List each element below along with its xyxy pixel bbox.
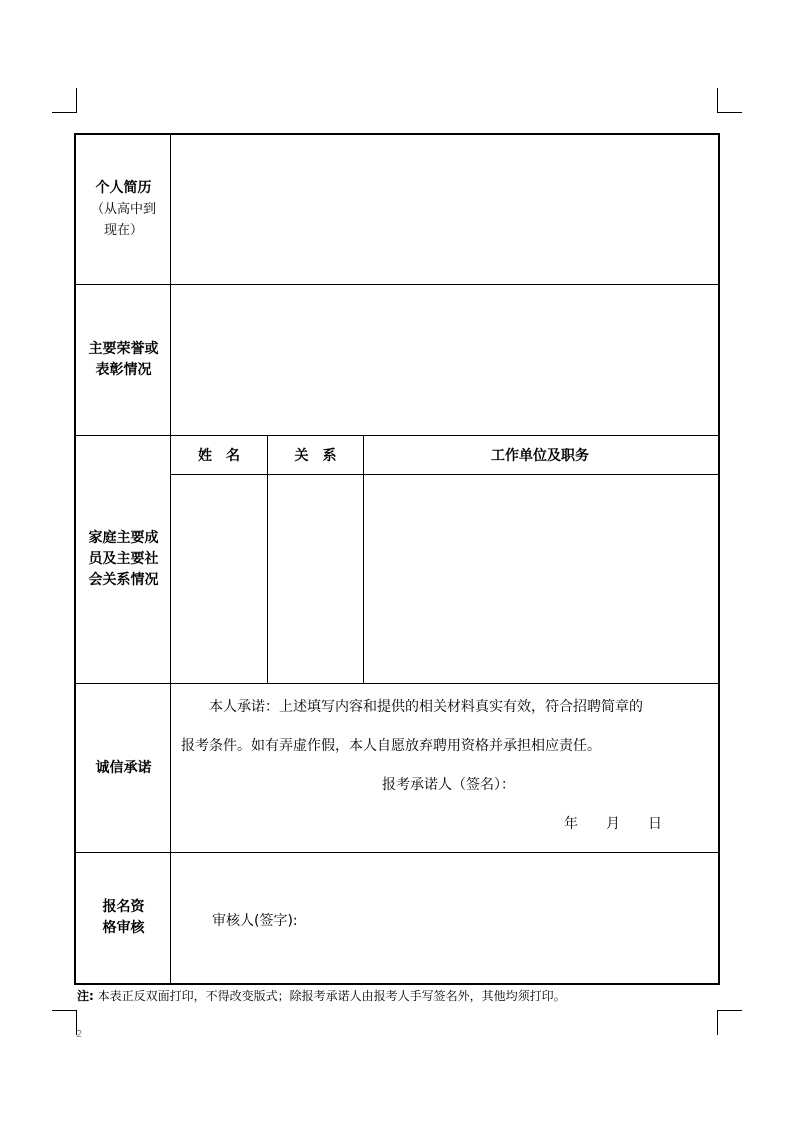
honors-title-line-1: 主要荣誉或: [88, 341, 159, 357]
crop-mark-top-right: [717, 88, 742, 113]
resume-content-field[interactable]: [171, 135, 716, 284]
family-title-line-2: 员及主要社: [88, 551, 159, 567]
review-label: [76, 853, 171, 983]
honors-label: [76, 285, 171, 435]
integrity-promise-line-1: 本人承诺：上述填写内容和提供的相关材料真实有效，符合招聘简章的: [209, 699, 643, 715]
integrity-promise-line-2: 报考条件。如有弄虚作假，本人自愿放弃聘用资格并承担相应责任。: [181, 738, 601, 754]
family-workplace-field[interactable]: [364, 475, 716, 683]
resume-subtitle-line-2: 现在）: [103, 223, 143, 238]
crop-mark-bottom-right: [717, 1010, 742, 1035]
integrity-date: 年 月 日: [564, 816, 662, 832]
reviewer-signature-label: 审核人(签字):: [212, 913, 298, 929]
family-column-relation-header: 关 系: [294, 447, 337, 464]
family-name-field[interactable]: [171, 475, 267, 683]
review-title-line-1: 报名资: [102, 899, 145, 915]
footer-note-text: 本表正反双面打印，不得改变版式；除报考承诺人由报考人手写签名外，其他均须打印。: [97, 989, 566, 1003]
family-column-workplace-header: 工作单位及职务: [491, 447, 589, 464]
crop-mark-top-left: [52, 88, 77, 113]
honors-content-field[interactable]: [171, 285, 716, 435]
integrity-label: [76, 684, 171, 852]
family-column-name-header: 姓 名: [198, 447, 240, 464]
footer-note-label: 注:: [77, 989, 94, 1003]
integrity-title: 诚信承诺: [95, 759, 152, 776]
resume-subtitle-line-1: （从高中到: [90, 202, 156, 217]
family-relation-field[interactable]: [268, 475, 363, 683]
family-label: [76, 436, 171, 683]
row-divider: [76, 852, 720, 853]
resume-title: 个人简历: [95, 180, 152, 196]
row-divider: [76, 683, 720, 684]
family-title-line-1: 家庭主要成: [88, 530, 159, 546]
footer-note: [77, 988, 566, 1004]
page-number: 2: [76, 1029, 83, 1040]
honors-title-line-2: 表彰情况: [95, 362, 152, 378]
integrity-signer-label: 报考承诺人（签名）：: [382, 777, 515, 793]
application-form-table: [74, 133, 720, 985]
review-title-line-2: 格审核: [102, 920, 145, 936]
crop-mark-bottom-left: [52, 1010, 77, 1035]
resume-label: [76, 135, 171, 284]
family-title-line-3: 会关系情况: [88, 572, 159, 588]
